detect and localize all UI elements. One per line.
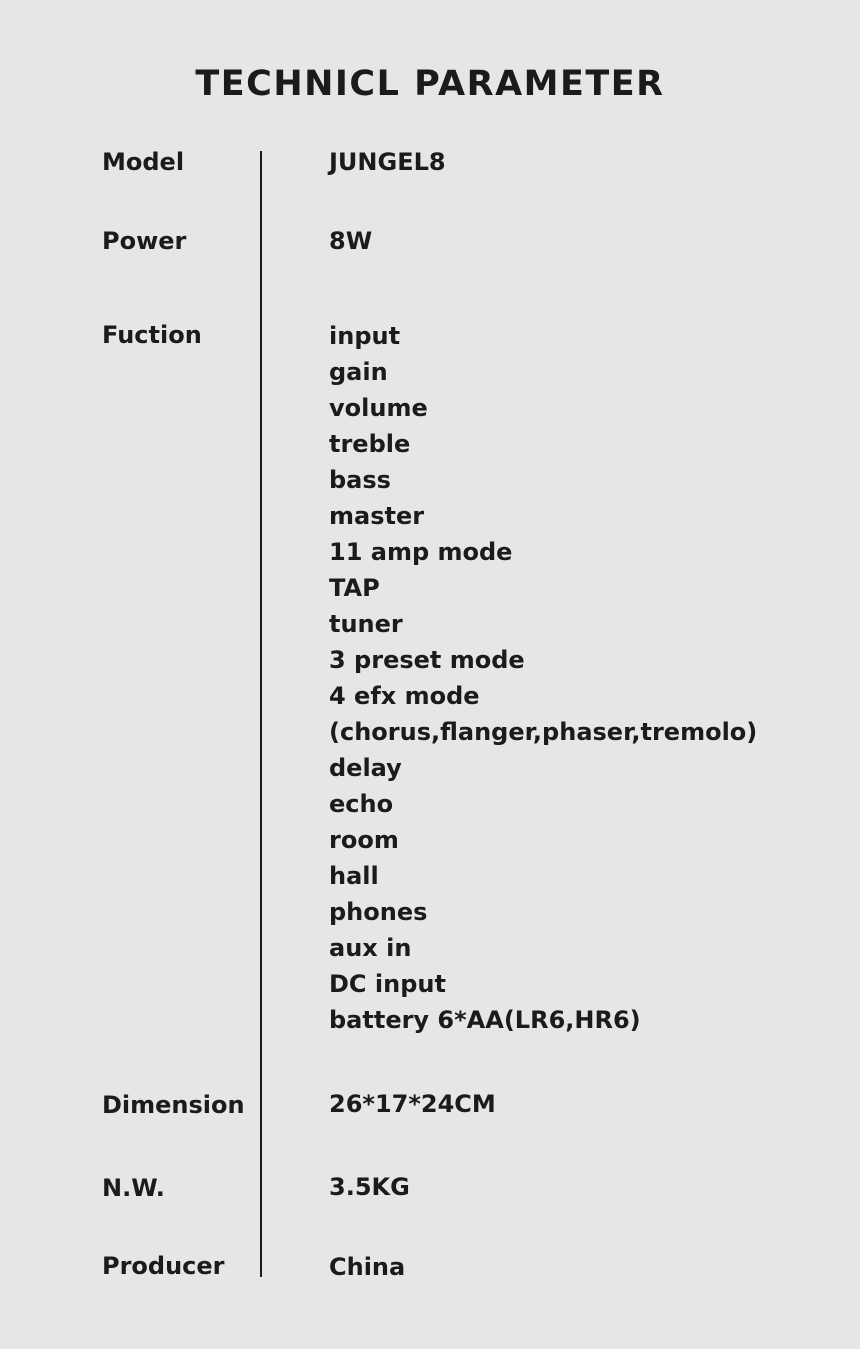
function-item: (chorus,flanger,phaser,tremolo): [329, 718, 758, 746]
function-item: input: [329, 322, 401, 350]
function-item: 11 amp mode: [329, 538, 513, 566]
function-item: tuner: [329, 610, 403, 638]
function-item: room: [329, 826, 399, 854]
spec-label-producer: Producer: [102, 1252, 225, 1280]
spec-label-power: Power: [102, 227, 187, 255]
spec-value-dimension: 26*17*24CM: [329, 1090, 496, 1118]
function-item: treble: [329, 430, 411, 458]
function-item: 4 efx mode: [329, 682, 480, 710]
function-list: [329, 320, 757, 1040]
function-item: DC input: [329, 970, 446, 998]
function-item: echo: [329, 790, 394, 818]
function-item: TAP: [329, 574, 380, 602]
spec-value-model: JUNGEL8: [329, 148, 446, 176]
function-item: phones: [329, 898, 428, 926]
function-item: hall: [329, 862, 379, 890]
function-item: 3 preset mode: [329, 646, 525, 674]
function-item: gain: [329, 358, 388, 386]
spec-label-function: Fuction: [102, 321, 202, 349]
function-item: master: [329, 502, 425, 530]
spec-label-model: Model: [102, 148, 185, 176]
function-item: volume: [329, 394, 428, 422]
function-item: bass: [329, 466, 391, 494]
spec-value-power: 8W: [329, 227, 373, 255]
spec-label-nw: N.W.: [102, 1174, 165, 1202]
spec-value-producer: China: [329, 1253, 406, 1281]
spec-label-dimension: Dimension: [102, 1091, 245, 1119]
function-item: battery 6*AA(LR6,HR6): [329, 1006, 641, 1034]
spec-value-nw: 3.5KG: [329, 1173, 410, 1201]
page-title: TECHNICL PARAMETER: [195, 64, 665, 104]
function-item: delay: [329, 754, 402, 782]
function-item: aux in: [329, 934, 412, 962]
column-divider: [260, 151, 262, 1277]
